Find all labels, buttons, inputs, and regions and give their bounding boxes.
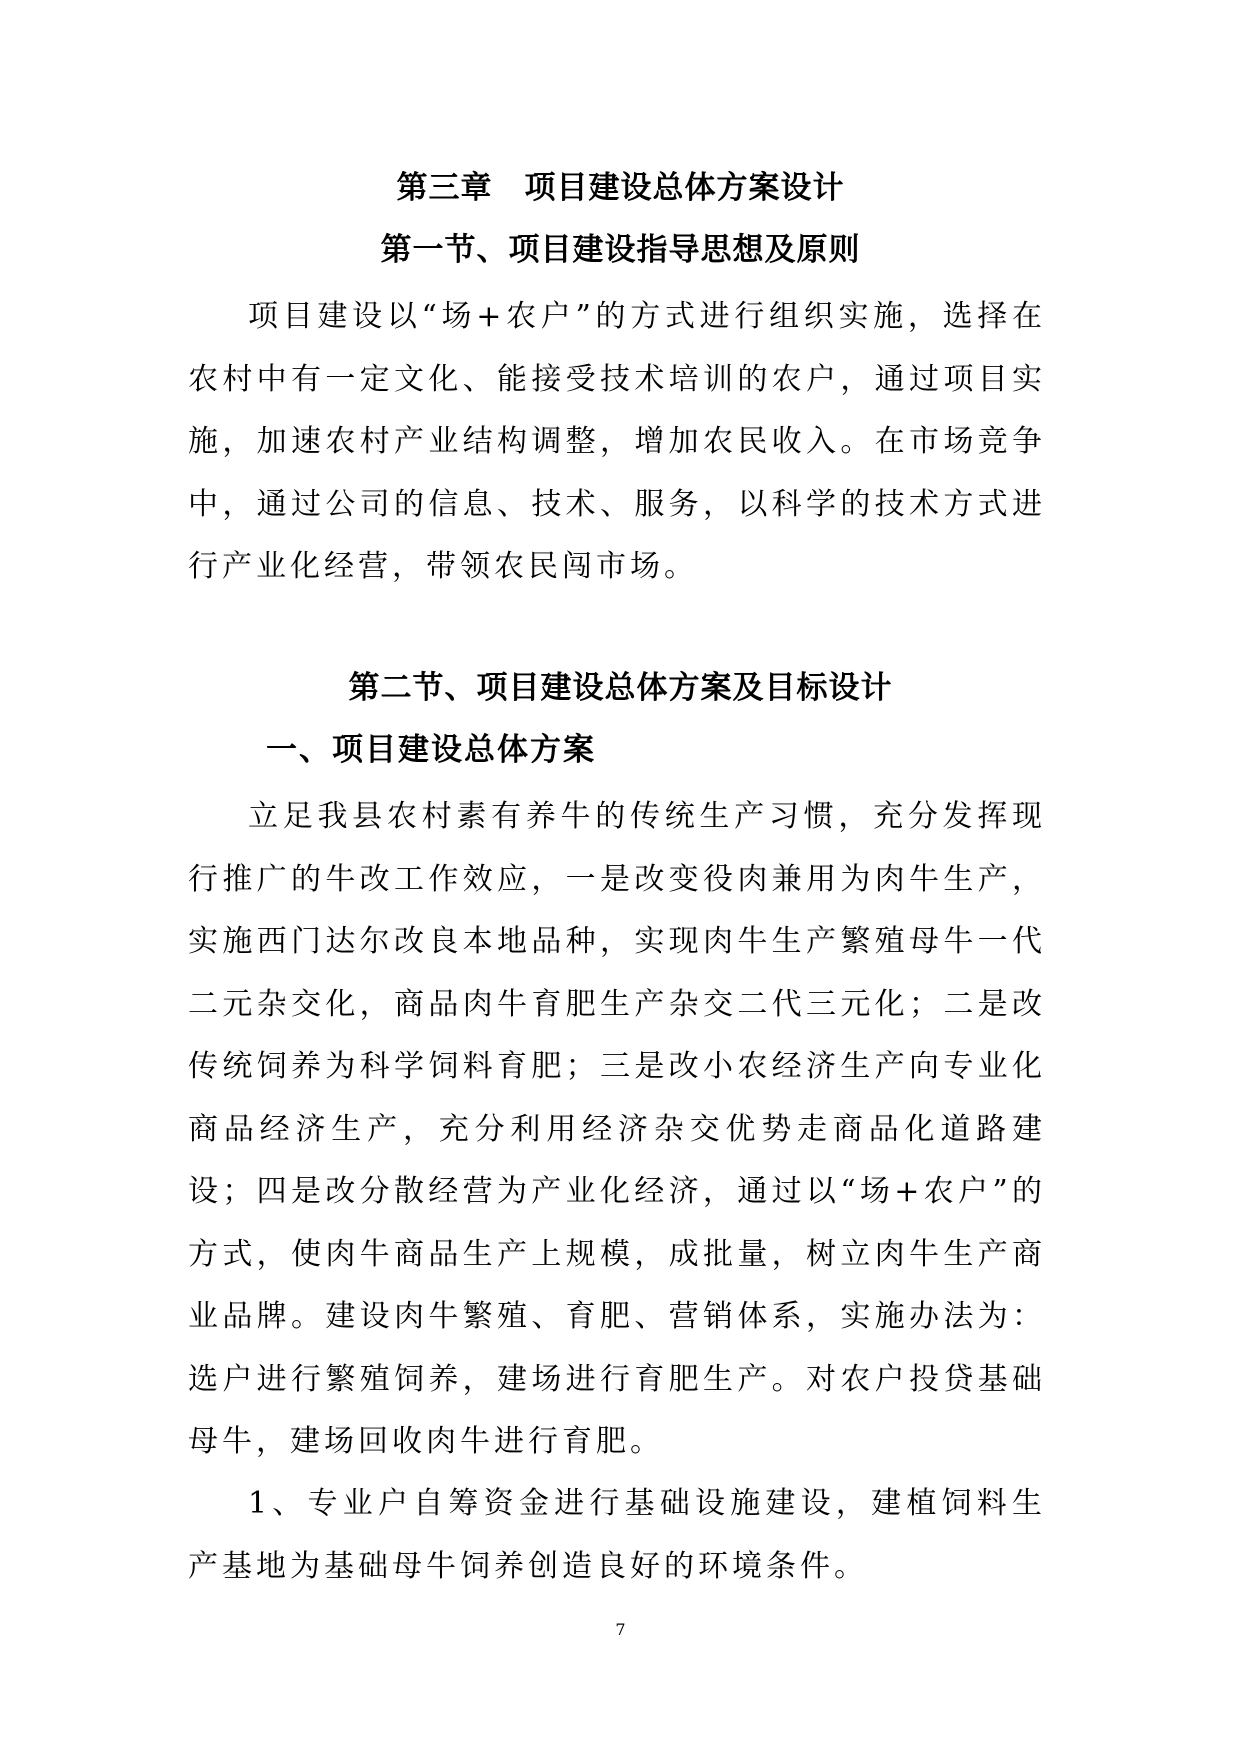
section-title-1: 第一节、项目建设指导思想及原则 xyxy=(380,232,861,268)
subheading-overall-plan: 一、项目建设总体方案 xyxy=(266,732,596,768)
section-title-2: 第二节、项目建设总体方案及目标设计 xyxy=(348,670,893,706)
paragraph-guiding-principles: 项目建设以“场+农户”的方式进行组织实施，选择在农村中有一定文化、能接受技术培训的农户，通过项目实施，加速农村产业结构调整，增加农民收入。在市场竞争中，通过公司的信息、技术、服务，以科学的技术方式进行产业化经营，带领农民闯市场。 xyxy=(188,299,1046,584)
paragraph-item-1: 1、专业户自筹资金进行基础设施建设，建植饲料生产基地为基础母牛饲养创造良好的环境条件。 xyxy=(188,1486,1046,1584)
paragraph-overall-plan: 立足我县农村素有养牛的传统生产习惯，充分发挥现行推广的牛改工作效应，一是改变役肉兼用为肉牛生产，实施西门达尔改良本地品种，实现肉牛生产繁殖母牛一代二元杂交化，商品肉牛育肥生产杂交二代三元化；二是改传统饲养为科学饲料育肥；三是改小农经济生产向专业化商品经济生产，充分利用经济杂交优势走商品化道路建设；四是改分散经营为产业化经济，通过以“场+农户”的方式，使肉牛商品生产上规模，成批量，树立肉牛生产商业品牌。建设肉牛繁殖、育肥、营销体系，实施办法为：选户进行繁殖饲养，建场进行育肥生产。对农户投贷基础母牛，建场回收肉牛进行育肥。 xyxy=(188,799,1046,1459)
chapter-title: 第三章 项目建设总体方案设计 xyxy=(396,170,845,206)
page-number: 7 xyxy=(615,1620,626,1639)
